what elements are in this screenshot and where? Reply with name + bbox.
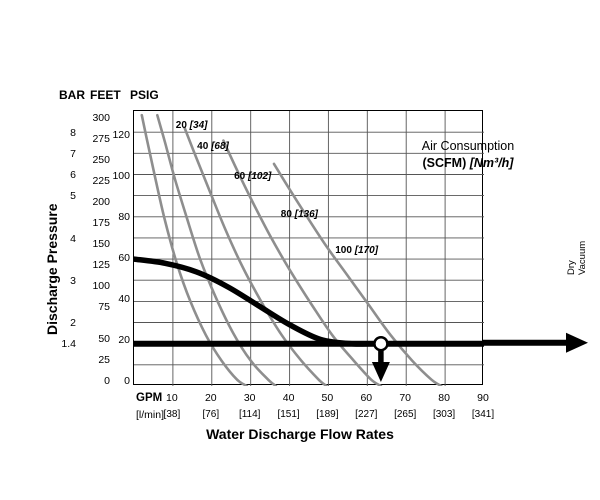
bar-tick-8: 8 xyxy=(70,127,76,139)
feet-tick-275: 275 xyxy=(92,133,110,145)
x-tick-gpm-70: 70 xyxy=(399,392,412,404)
x-tick-gpm-30: 30 xyxy=(243,392,256,404)
psig-tick-20: 20 xyxy=(118,334,130,346)
y-axis-title: Discharge Pressure xyxy=(44,203,60,335)
curve-label-80: 80 [136] xyxy=(280,208,319,220)
x-tick-gpm-80: 80 xyxy=(438,392,450,404)
x-tick-lmin-90: [341] xyxy=(471,409,495,420)
feet-tick-125: 125 xyxy=(92,259,110,271)
curve-label-20: 20 [34] xyxy=(175,119,208,131)
bar-tick-2: 2 xyxy=(70,317,76,329)
x-tick-gpm-20: 20 xyxy=(204,392,217,404)
psig-tick-40: 40 xyxy=(118,293,130,305)
psig-tick-60: 60 xyxy=(118,252,130,264)
psig-tick-0: 0 xyxy=(124,375,130,387)
feet-tick-225: 225 xyxy=(92,175,110,187)
feet-tick-175: 175 xyxy=(92,217,110,229)
feet-tick-150: 150 xyxy=(92,238,110,250)
curve-label-60: 60 [102] xyxy=(234,170,272,182)
psig-tick-80: 80 xyxy=(118,211,130,223)
annotation-nm3h: [Nm³/h] xyxy=(469,155,514,170)
bar-tick-1p4: 1.4 xyxy=(61,338,76,350)
feet-tick-200: 200 xyxy=(92,196,110,208)
bar-tick-7: 7 xyxy=(70,148,76,160)
x-axis-header-gpm: GPM xyxy=(136,392,163,404)
operating-overlay xyxy=(134,259,484,382)
bar-tick-5: 5 xyxy=(70,190,76,202)
feet-tick-0: 0 xyxy=(104,375,110,387)
feet-tick-50: 50 xyxy=(98,333,110,345)
x-tick-gpm-50: 50 xyxy=(321,392,334,404)
x-tick-gpm-60: 60 xyxy=(360,392,373,404)
x-tick-gpm-90: 90 xyxy=(477,392,489,404)
curve-label-100: 100 [170] xyxy=(335,244,379,256)
right-axis-label: Dry Vacuum xyxy=(566,240,588,275)
x-tick-gpm-40: 40 xyxy=(282,392,295,404)
x-axis-header-lmin: [l/min] xyxy=(136,409,165,421)
x-tick-lmin-10: [38] xyxy=(163,409,181,420)
psig-tick-100: 100 xyxy=(112,170,130,182)
feet-tick-25: 25 xyxy=(98,354,110,366)
x-tick-lmin-60: [227] xyxy=(355,409,378,420)
annotation-scfm: (SCFM) xyxy=(422,155,467,170)
annotation-line-1: Air Consumption xyxy=(421,139,515,153)
x-tick-gpm-10: 10 xyxy=(166,392,178,404)
x-tick-lmin-80: [303] xyxy=(432,409,456,420)
psig-tick-120: 120 xyxy=(112,129,130,141)
feet-tick-300: 300 xyxy=(92,112,110,124)
x-tick-lmin-40: [151] xyxy=(277,409,300,420)
axis-header-psig: PSIG xyxy=(130,88,159,102)
x-tick-lmin-30: [114] xyxy=(238,409,261,420)
bar-tick-4: 4 xyxy=(70,233,76,245)
feet-tick-250: 250 xyxy=(92,154,110,166)
x-tick-lmin-20: [76] xyxy=(202,409,220,420)
annotation-air-consumption xyxy=(378,138,558,172)
feet-tick-75: 75 xyxy=(98,301,110,313)
x-tick-lmin-50: [189] xyxy=(316,409,339,420)
bar-tick-3: 3 xyxy=(70,275,76,287)
axis-header-bar: BAR xyxy=(59,88,85,102)
feet-tick-100: 100 xyxy=(92,280,110,292)
bar-tick-6: 6 xyxy=(70,169,76,181)
annotation-line-2 xyxy=(378,155,558,172)
x-axis-title: Water Discharge Flow Rates xyxy=(206,426,394,442)
x-tick-lmin-70: [265] xyxy=(394,409,417,420)
axis-header-feet: FEET xyxy=(90,88,121,102)
curve-label-40: 40 [68] xyxy=(197,141,229,153)
